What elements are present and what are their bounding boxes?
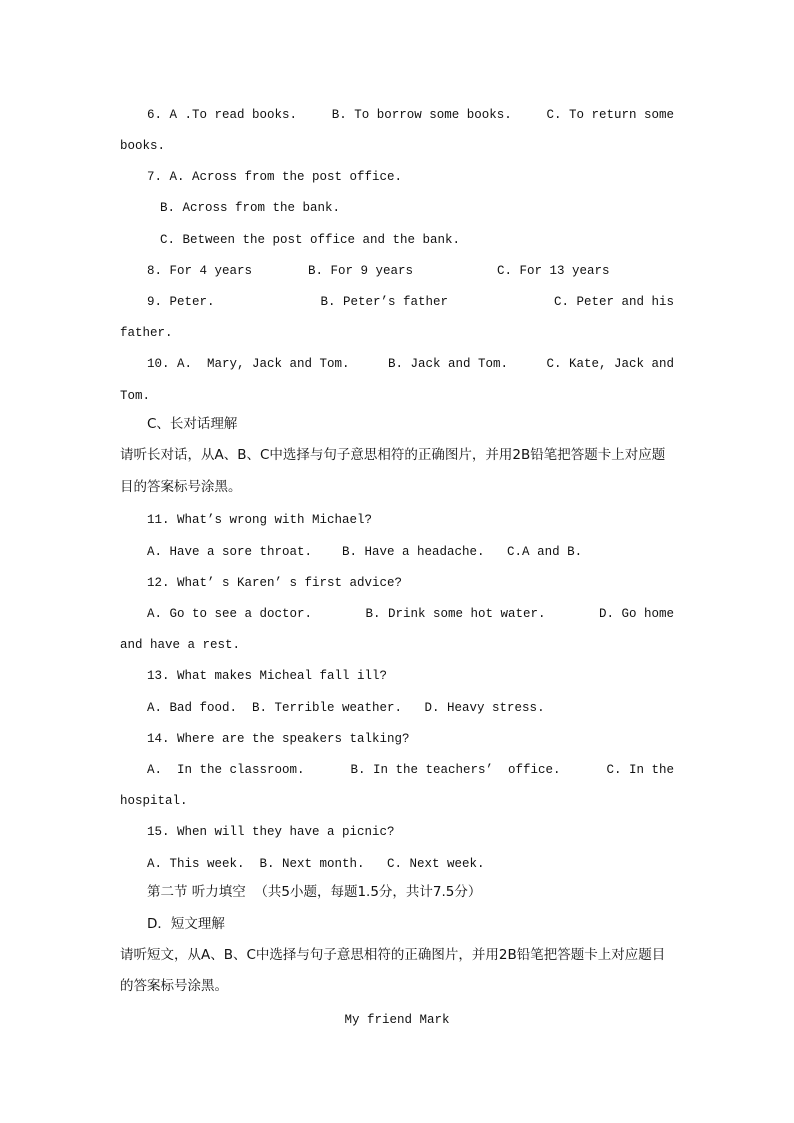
q9-option-c: C. Peter and his [553, 295, 674, 309]
q8-option-c: C. For 13 years [497, 264, 610, 278]
q15-options: A. This week. B. Next month. C. Next week. [147, 857, 485, 871]
q14-option-a: A. In the classroom. [147, 763, 305, 777]
q14-stem: 14. Where are the speakers talking? [147, 732, 410, 746]
q10-option-b: B. Jack and Tom. [387, 357, 509, 371]
q7-option-c: C. Between the post office and the bank. [160, 233, 461, 247]
part-2-heading: 第二节 听力填空 （共5小题，每题1.5分，共计7.5分） [147, 884, 482, 900]
q9-option-b: B. Peter’s father [320, 295, 448, 309]
q11-stem: 11. What’s wrong with Michael? [147, 513, 373, 527]
question-10-options [147, 356, 674, 372]
q9-option-c-wrap: father. [120, 326, 173, 340]
passage-title: My friend Mark [344, 1013, 450, 1027]
q13-stem: 13. What makes Micheal fall ill? [147, 669, 388, 683]
q6-option-c: C. To return some [546, 108, 674, 122]
q8-option-b: B. For 9 years [308, 264, 414, 278]
section-d-heading: D．短文理解 [147, 916, 225, 932]
q10-option-c: C. Kate, Jack and [546, 357, 674, 371]
question-9-options [147, 294, 674, 310]
q7-option-a: 7. A. Across from the post office. [147, 170, 403, 184]
q12-option-wrap: and have a rest. [120, 638, 241, 652]
section-c-instruction-line-2: 目的答案标号涂黑。 [120, 479, 242, 495]
question-12-options [147, 606, 674, 622]
section-c-heading: C、长对话理解 [147, 416, 238, 432]
q14-option-wrap: hospital. [120, 794, 188, 808]
q6-option-a: 6. A .To read books. [147, 108, 298, 122]
q10-option-c-wrap: Tom. [120, 389, 151, 403]
q8-option-a: 8. For 4 years [147, 264, 253, 278]
q6-option-c-wrap: books. [120, 139, 166, 153]
q15-stem: 15. When will they have a picnic? [147, 825, 395, 839]
q14-option-c: C. In the [606, 763, 674, 777]
q9-option-a: 9. Peter. [147, 295, 215, 309]
q12-stem: 12. What’ s Karen’ s first advice? [147, 576, 403, 590]
q12-option-d: D. Go home [598, 607, 674, 621]
section-c-instruction-line-1: 请听长对话，从A、B、C中选择与句子意思相符的正确图片，并用2B铅笔把答题卡上对应题 [120, 447, 666, 463]
q7-option-b: B. Across from the bank. [160, 201, 341, 215]
section-d-instruction-line-2: 的答案标号涂黑。 [120, 978, 228, 994]
q6-option-b: B. To borrow some books. [331, 108, 512, 122]
question-14-options [147, 762, 674, 778]
q11-options: A. Have a sore throat. B. Have a headache. C.A and B. [147, 545, 583, 559]
question-6-options [147, 107, 674, 123]
q14-option-b: B. In the teachers’ office. [350, 763, 561, 777]
q13-options: A. Bad food. B. Terrible weather. D. Heavy stress. [147, 701, 545, 715]
q12-option-b: B. Drink some hot water. [365, 607, 546, 621]
section-d-instruction-line-1: 请听短文，从A、B、C中选择与句子意思相符的正确图片，并用2B铅笔把答题卡上对应题目 [120, 947, 666, 963]
q10-option-a: 10. A. Mary, Jack and Tom. [147, 357, 350, 371]
q12-option-a: A. Go to see a doctor. [147, 607, 313, 621]
